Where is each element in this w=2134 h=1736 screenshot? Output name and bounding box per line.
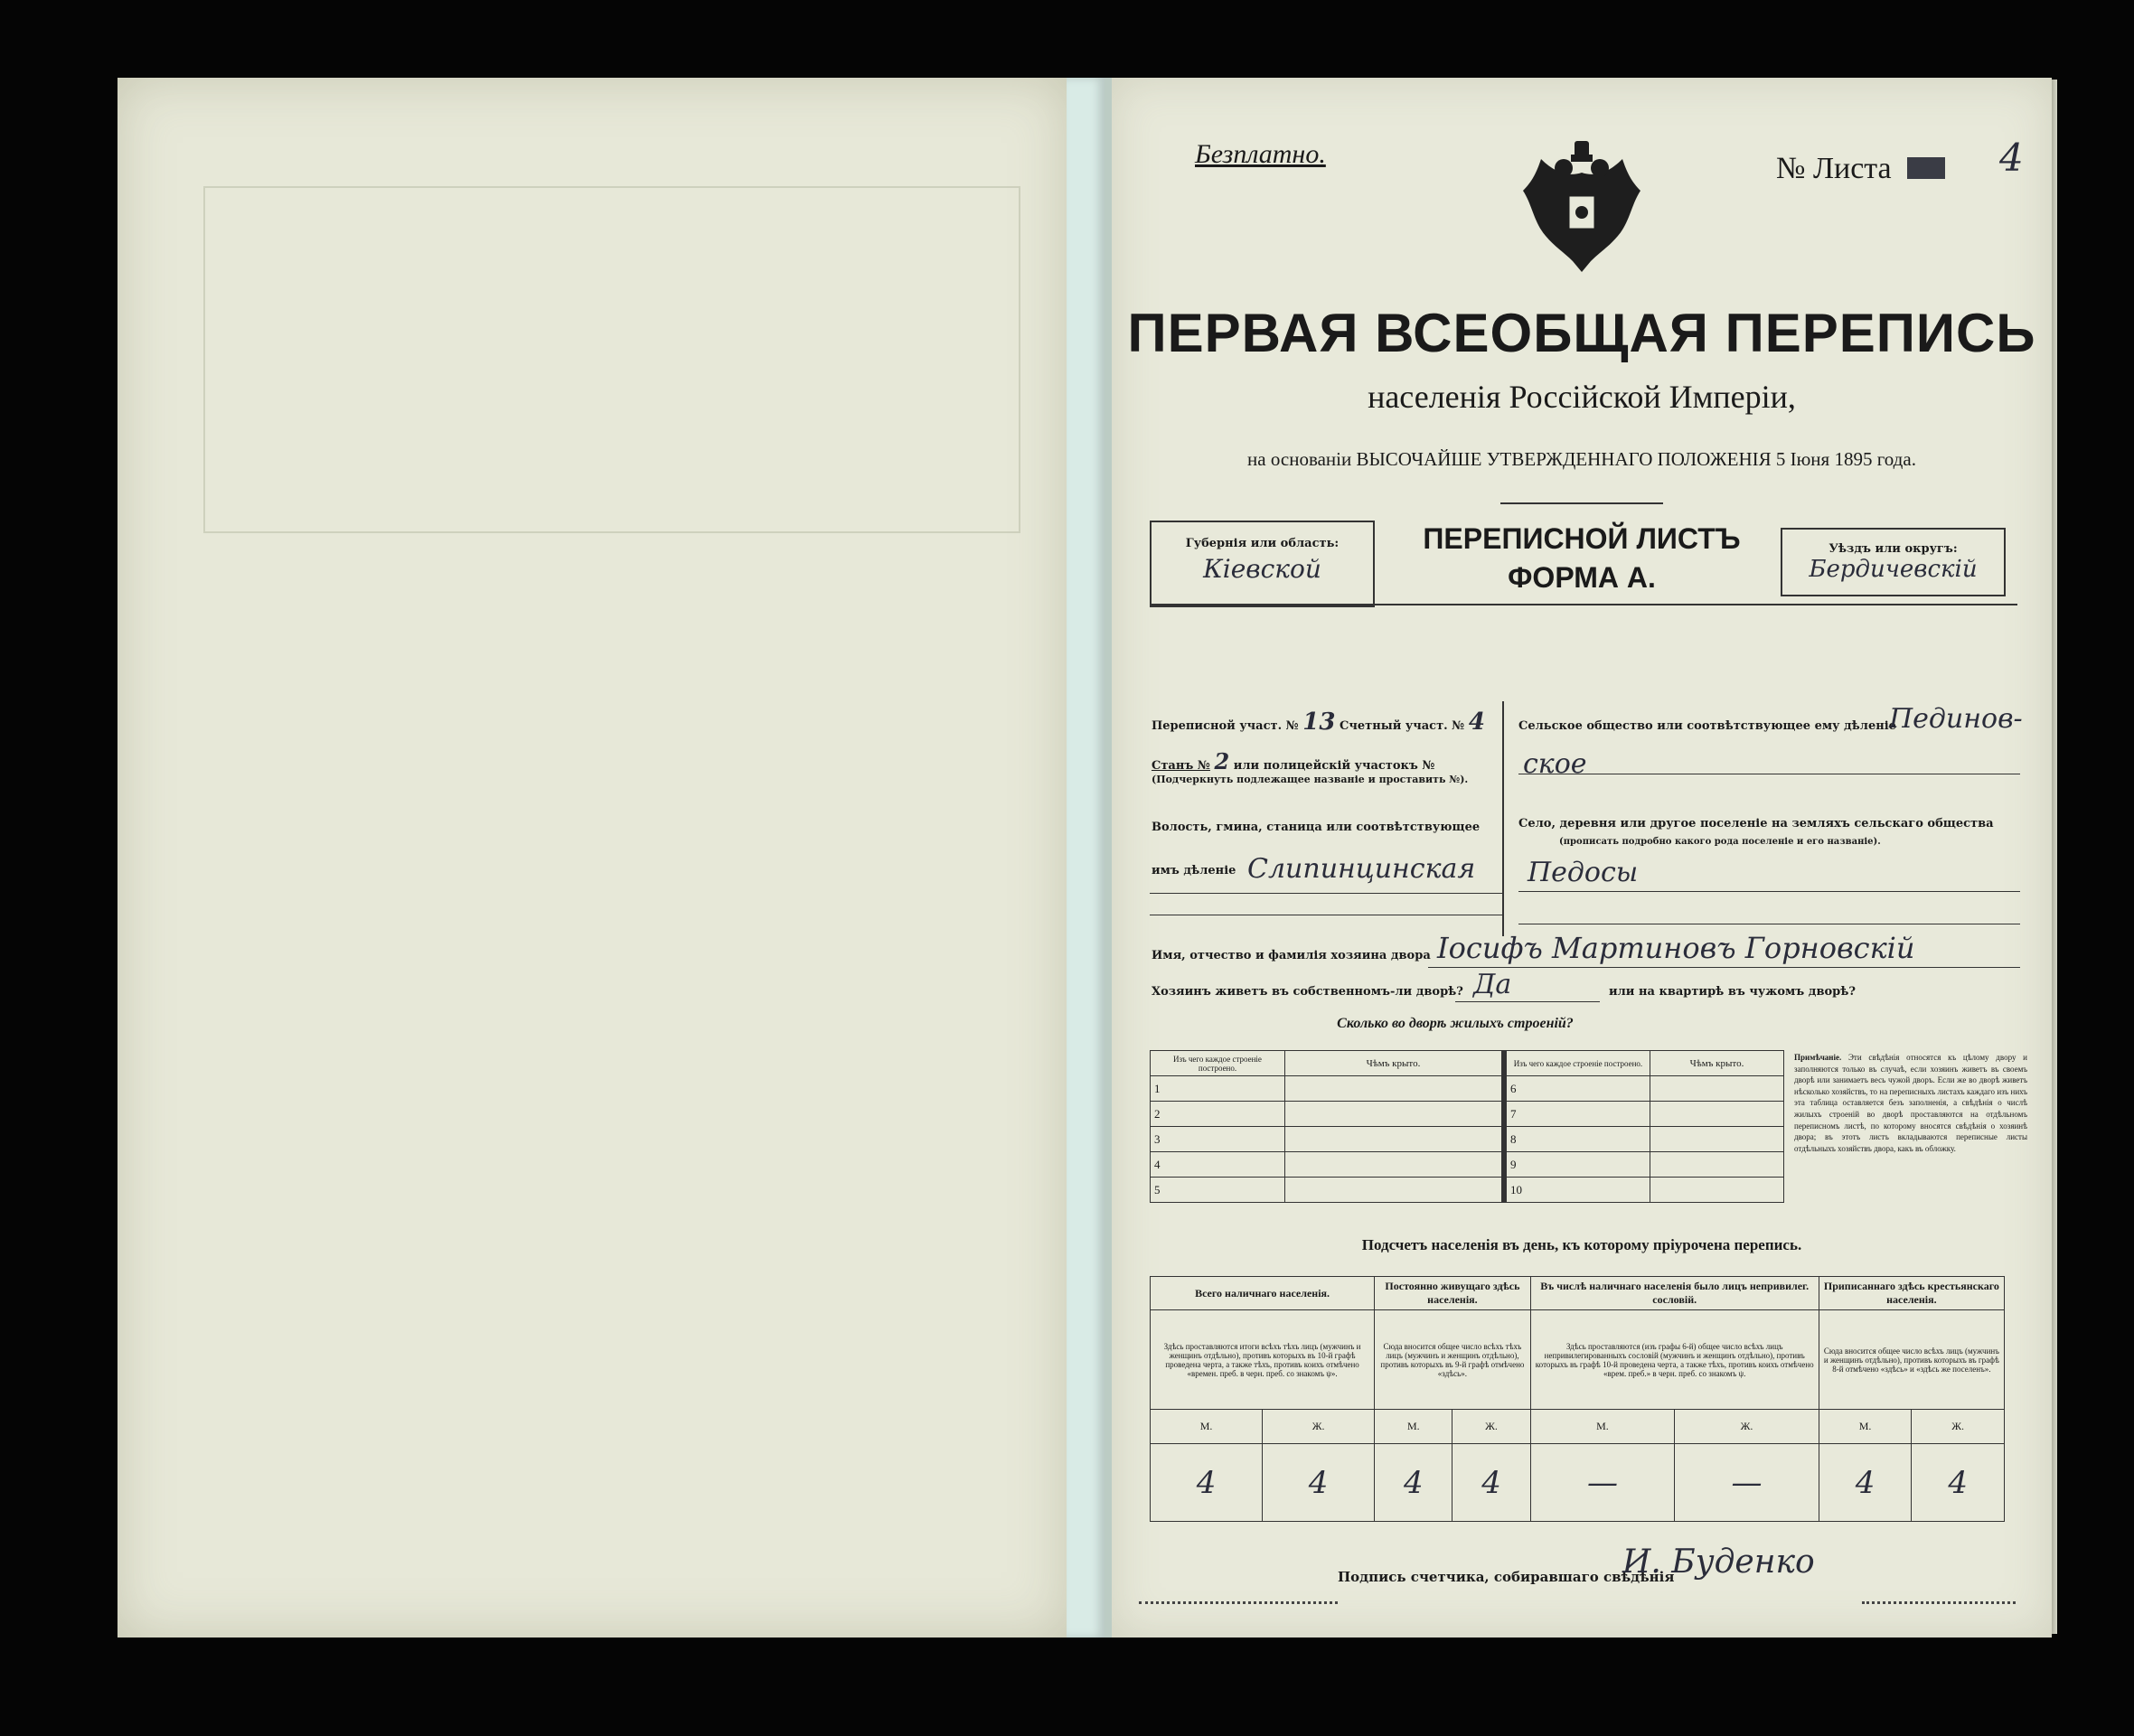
note-text: Эти свѣдѣнія относятся къ цѣлому двору и заполняются только въ случаѣ, если хозяинъ живетъ въ своемъ дворѣ или занимаетъ весь чужой дворъ. Если же во дворѣ живетъ нѣсколько хозяйствъ, то на переписныхъ листахъ каждаго изъ нихъ эта таблица оставляется безъ заполненія, а свѣдѣнія о числѣ жилыхъ строеній во дворѣ проставляются на отдѣльномъ переписномъ листѣ, по которому вносятся свѣдѣнія о хозяинѣ двора; въ этотъ листъ вкладываются переписные листы отдѣльныхъ хозяйствъ двора, какъ въ обложку. — [1794, 1053, 2027, 1153]
volost-label-2: имъ дѣленіе — [1152, 864, 1236, 877]
signature-label: Подпись счетчика, собиравшаго свѣдѣнія — [1338, 1569, 1675, 1585]
printer-imprint-right — [1862, 1601, 2016, 1604]
col-roof-2: Чѣмъ крыто. — [1650, 1051, 1784, 1076]
census-form-page — [1112, 78, 2052, 1637]
owner-line — [1428, 967, 2020, 968]
row-label: 3 — [1151, 1127, 1285, 1152]
society-value: Пединов- — [1889, 703, 2023, 735]
bleed-through-form — [203, 186, 1020, 533]
row-label: 8 — [1505, 1127, 1650, 1152]
province-value: Кіевской — [1203, 554, 1321, 584]
dwellings-question: Сколько во дворѣ жилыхъ строеній? — [1337, 1016, 1574, 1031]
police-district-label: или полицейскій участокъ № — [1233, 759, 1435, 773]
sex-female: Ж. — [1912, 1410, 2005, 1444]
sex-female: Ж. — [1452, 1410, 1530, 1444]
sheet-number-label: № Листа — [1776, 152, 1892, 185]
pop-col-peasant: Приписаннаго здѣсь крестьянскаго населенія. — [1819, 1277, 2004, 1310]
pop-desc-total: Здѣсь проставляются итоги всѣхъ тѣхъ лицъ (мужчинъ и женщинъ отдѣльно), противъ которыхъ въ 10-й графѣ проведена черта, а также тѣхъ, противъ коихъ отмѣчено «времен. преб. в черн. преб. со знакомъ ψ». — [1151, 1310, 1375, 1410]
village-label: Село, деревня или другое поселеніе на земляхъ сельскаго общества — [1518, 817, 1994, 830]
society-label: Сельское общество или соотвѣтствующее ему дѣленіе — [1518, 719, 1896, 733]
rented-label: или на квартирѣ въ чужомъ дворѣ? — [1609, 985, 1856, 999]
district-box — [1781, 528, 2006, 596]
pop-value: 4 — [1375, 1444, 1452, 1522]
stan-label: Станъ № — [1152, 759, 1210, 773]
sex-male: М. — [1375, 1410, 1452, 1444]
row-label: 7 — [1505, 1102, 1650, 1127]
census-title: ПЕРВАЯ ВСЕОБЩАЯ ПЕРЕПИСЬ — [1127, 303, 2036, 363]
pop-desc-peasant: Сюда вносится общее число всѣхъ лицъ (мужчинъ и женщинъ отдѣльно), противъ которыхъ въ графѣ 8-й отмѣчено «здѣсь» и «здѣсь же поселенъ». — [1819, 1310, 2004, 1410]
province-label: Губернія или область: — [1185, 537, 1340, 550]
printer-imprint-left — [1139, 1601, 1338, 1604]
row-label: 5 — [1151, 1178, 1285, 1203]
pop-desc-nonpriv: Здѣсь проставляются (изъ графы 6-й) общее число всѣхъ лицъ непривилегированныхъ сословій (мужчинъ и женщинъ отдѣльно), противъ которыхъ въ графѣ 10-й проведена черта, а также тѣхъ, противъ коихъ отмѣчено «врем. преб.» в черн. преб. со знакомъ ψ. — [1530, 1310, 1819, 1410]
form-subtitle: ФОРМА А. — [1508, 561, 1656, 594]
col-material-2: Изъ чего каждое строеніе построено. — [1505, 1051, 1650, 1076]
row-label: 6 — [1505, 1076, 1650, 1102]
census-basis: на основаніи ВЫСОЧАЙШЕ УТВЕРЖДЕННАГО ПОЛОЖЕНІЯ 5 Іюня 1895 года. — [1247, 448, 1916, 470]
district-value: Бердичевскій — [1809, 556, 1978, 583]
pop-value: 4 — [1912, 1444, 2005, 1522]
own-yard-line — [1455, 1001, 1600, 1002]
row-label: 1 — [1151, 1076, 1285, 1102]
population-title: Подсчетъ населенія въ день, къ которому пріурочена перепись. — [1361, 1236, 1802, 1253]
free-label: Безплатно. — [1195, 139, 1326, 169]
stan-value: 2 — [1214, 748, 1230, 774]
col-roof: Чѣмъ крыто. — [1285, 1051, 1502, 1076]
village-line — [1518, 891, 2020, 892]
district-label: Уѣздъ или округъ: — [1828, 542, 1958, 556]
left-page — [118, 78, 1067, 1637]
note-title: Примѣчаніе. — [1794, 1053, 1842, 1062]
sex-female: Ж. — [1263, 1410, 1375, 1444]
volost-value: Слипинцинская — [1247, 853, 1476, 885]
ornament-divider — [1500, 502, 1663, 504]
province-box — [1150, 521, 1375, 607]
row-label: 9 — [1505, 1152, 1650, 1178]
pop-value: — — [1530, 1444, 1675, 1522]
double-headed-eagle-emblem — [1514, 136, 1650, 281]
village-note: (прописать подробно какого рода поселеніе и его названіе). — [1559, 837, 1881, 847]
pop-value: — — [1675, 1444, 1819, 1522]
sheet-number-stamp — [1907, 157, 1945, 179]
pop-value: 4 — [1452, 1444, 1530, 1522]
count-district-value: 4 — [1468, 708, 1485, 736]
spine-shadow — [1105, 78, 1112, 1637]
village-value: Педосы — [1528, 857, 1639, 888]
pop-value: 4 — [1151, 1444, 1263, 1522]
owner-label: Имя, отчество и фамилія хозяина двора — [1152, 949, 1431, 962]
sex-male: М. — [1530, 1410, 1675, 1444]
pop-col-total: Всего наличнаго населенія. — [1151, 1277, 1375, 1310]
society-value-2: ское — [1523, 748, 1587, 780]
dwellings-table — [1150, 1050, 1784, 1203]
header-rule — [1150, 604, 2017, 605]
form-title: ПЕРЕПИСНОЙ ЛИСТЪ — [1423, 522, 1741, 555]
count-district-label: Счетный участ. № — [1340, 719, 1465, 733]
census-subtitle: населенія Россійской Имперіи, — [1368, 379, 1796, 415]
own-yard-label: Хозяинъ живетъ въ собственномъ-ли дворѣ? — [1152, 985, 1463, 999]
owner-value: Іосифъ Мартиновъ Горновскій — [1437, 931, 1915, 965]
pop-value: 4 — [1819, 1444, 1912, 1522]
pop-col-nonpriv: Въ числѣ наличнаго населенія было лицъ непривилег. сословій. — [1530, 1277, 1819, 1310]
row-label: 2 — [1151, 1102, 1285, 1127]
sex-male: М. — [1819, 1410, 1912, 1444]
census-district-label: Переписной участ. № — [1152, 719, 1299, 733]
fields-divider — [1502, 701, 1504, 936]
underline-note: (Подчеркнуть подлежащее названіе и проставить №). — [1152, 774, 1469, 785]
signature-value: И. Буденко — [1622, 1544, 1815, 1581]
own-yard-value: Да — [1473, 969, 1512, 1000]
sex-male: М. — [1151, 1410, 1263, 1444]
book-spine — [1067, 78, 1105, 1637]
pop-desc-permanent: Сюда вносится общее число всѣхъ тѣхъ лицъ (мужчинъ и женщинъ отдѣльно), противъ которыхъ въ 9-й графѣ отмѣчено «здѣсь». — [1375, 1310, 1531, 1410]
row-label: 10 — [1505, 1178, 1650, 1203]
dwellings-note — [1794, 1052, 2027, 1154]
col-material: Изъ чего каждое строеніе построено. — [1151, 1051, 1285, 1076]
sheet-number-handwritten: 4 — [1999, 136, 2024, 180]
census-district-value: 13 — [1302, 708, 1336, 736]
pop-col-permanent: Постоянно живущаго здѣсь населенія. — [1375, 1277, 1531, 1310]
sex-female: Ж. — [1675, 1410, 1819, 1444]
population-table — [1150, 1276, 2005, 1522]
volost-label: Волость, гмина, станица или соотвѣтствующее — [1152, 821, 1481, 834]
row-label: 4 — [1151, 1152, 1285, 1178]
volost-line — [1150, 893, 1502, 894]
pop-value: 4 — [1263, 1444, 1375, 1522]
